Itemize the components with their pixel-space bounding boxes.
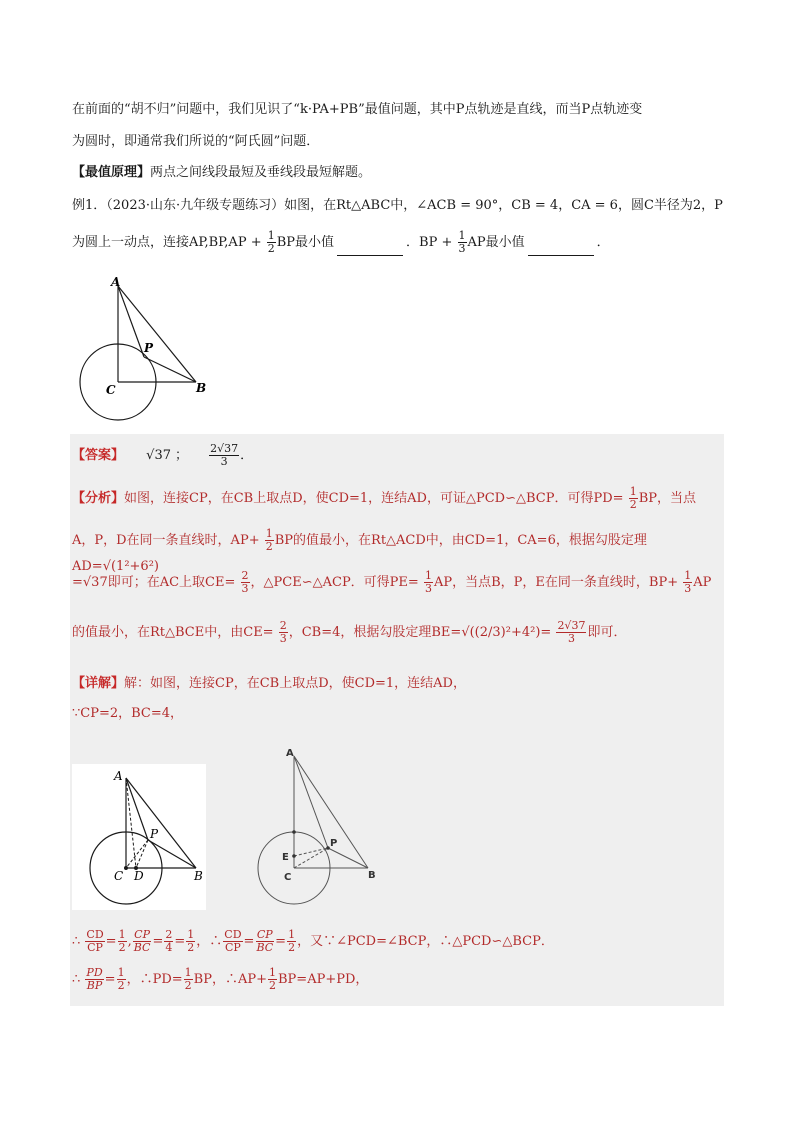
label-a: A <box>111 275 121 289</box>
fraction-denominator: 3 <box>424 582 432 595</box>
analysis-text: 即可． <box>587 625 627 640</box>
segment-pc <box>294 848 328 868</box>
label-p: P <box>144 341 154 355</box>
example-line-1 <box>72 196 724 216</box>
fraction-numerator: 2√37 <box>557 619 586 632</box>
fraction-denominator: 3 <box>567 632 575 645</box>
fraction-numerator: CP <box>256 928 273 941</box>
label-b: B <box>194 869 203 883</box>
fraction-numerator: 1 <box>117 966 125 979</box>
fraction-numerator: 1 <box>184 966 192 979</box>
fraction-numerator: 2 <box>279 619 287 632</box>
answer-row <box>72 442 724 470</box>
fraction-denominator: 3 <box>220 455 228 468</box>
therefore-symbol: ∴ <box>209 934 223 949</box>
therefore-symbol: ∴ <box>72 972 81 987</box>
answer-value-2 <box>209 443 239 468</box>
analysis-label: 【分析】 <box>72 491 125 506</box>
label-p: P <box>150 827 159 841</box>
fraction-numerator: 1 <box>629 485 637 498</box>
formula-text: ∴PD= <box>139 972 183 987</box>
fraction-denominator: 2 <box>117 979 125 992</box>
fraction-two-four <box>164 929 173 954</box>
formula-line-1 <box>72 928 554 956</box>
fraction-denominator: BP <box>86 979 103 992</box>
label-c: C <box>106 383 116 397</box>
fraction-denominator: CP <box>87 941 103 954</box>
equals: = <box>105 934 117 949</box>
equals: = <box>275 934 287 949</box>
equals: = <box>152 934 164 949</box>
fraction-numerator: CD <box>224 928 242 941</box>
analysis-line-4 <box>72 618 724 648</box>
point-e <box>292 854 296 858</box>
fraction-half <box>265 528 274 553</box>
segment-ab <box>294 756 368 868</box>
fraction-denominator: CP <box>224 941 241 954</box>
fraction-denominator: 2 <box>267 242 275 255</box>
formula-text: BP=AP+PD， <box>278 972 369 987</box>
figure-triangle-d <box>72 764 206 910</box>
fraction-denominator: 2 <box>265 540 273 553</box>
fraction-half <box>184 967 193 992</box>
principle-text: 两点之间线段最短及垂线段最短解题。 <box>150 165 372 180</box>
segment-bp <box>148 840 196 868</box>
therefore-symbol: ∴ <box>72 934 81 949</box>
segment-pe <box>294 848 328 856</box>
example-text-2e: ． <box>596 235 610 250</box>
fraction-denominator: 2 <box>187 941 195 954</box>
fraction-numerator: 1 <box>118 928 126 941</box>
comma: , <box>127 934 132 949</box>
fraction-denominator: 2 <box>629 498 637 511</box>
segment-pc <box>126 840 148 868</box>
fraction-numerator: PD <box>86 966 103 979</box>
example-prefix: 例1． <box>72 198 107 213</box>
fraction-half <box>186 929 195 954</box>
fraction-third <box>424 570 433 595</box>
example-text-2b: BP最小值 <box>276 235 335 250</box>
fraction-numerator: 1 <box>684 569 692 582</box>
analysis-text: AP <box>693 575 712 590</box>
fraction-denominator: 2 <box>184 979 192 992</box>
fraction-numerator: 1 <box>269 966 276 979</box>
fraction-cd-cp <box>85 929 104 954</box>
principle-row <box>72 163 724 183</box>
analysis-text: ，CB=4，根据勾股定理BE=√((2/3)²+4²)= <box>288 625 552 640</box>
fraction-two-thirds <box>279 620 288 645</box>
detail-line-1 <box>72 674 724 694</box>
fraction-numerator: 1 <box>187 928 195 941</box>
analysis-line-1 <box>72 486 724 512</box>
analysis-text: 的值最小，在Rt△BCE中，由CE= <box>72 625 274 640</box>
example-line-2 <box>72 230 724 256</box>
fraction-third <box>458 230 467 255</box>
segment-ap <box>294 756 328 848</box>
intro-line-2: 为圆时，即通常我们所说的“阿氏圆”问题． <box>72 134 320 149</box>
fraction-half <box>118 929 127 954</box>
fraction-numerator: 2 <box>165 928 173 941</box>
principle-label: 【最值原理】 <box>72 165 151 180</box>
fraction-result <box>556 620 586 645</box>
fraction-denominator: BC <box>133 941 151 954</box>
fraction-denominator: 3 <box>279 632 287 645</box>
answer-blank-1[interactable] <box>337 241 403 256</box>
analysis-line-3 <box>72 570 724 596</box>
equals: = <box>104 972 116 987</box>
detail-line-2: ∵CP=2，BC=4， <box>72 706 184 721</box>
fraction-half <box>287 929 296 954</box>
fraction-half <box>268 967 277 992</box>
intro-line-1: 在前面的“胡不归”问题中，我们见识了“k·PA+PB”最值问题，其中P点轨迹是直线，而当P点轨迹变 <box>72 102 643 117</box>
figure-triangle-e <box>252 742 392 922</box>
label-c: C <box>284 872 292 883</box>
answer-sep: ； <box>174 448 188 463</box>
fraction-denominator: 3 <box>241 582 249 595</box>
point-top-circle <box>292 830 296 834</box>
fraction-denominator: BC <box>256 941 274 954</box>
fraction-cd-cp <box>223 929 242 954</box>
fraction-numerator: 2 <box>241 569 249 582</box>
fraction-numerator: 1 <box>288 928 296 941</box>
fraction-numerator: 1 <box>424 569 432 582</box>
answer-value-1: √37 <box>146 448 171 463</box>
fraction-numerator: CD <box>86 928 104 941</box>
answer-label: 【答案】 <box>72 448 125 463</box>
answer-blank-2[interactable] <box>528 241 594 256</box>
fraction-cp-bc <box>133 929 152 954</box>
fraction-numerator: CP <box>134 928 150 941</box>
equals: = <box>243 934 255 949</box>
label-b: B <box>368 870 376 881</box>
segment-ab <box>118 286 196 382</box>
segment-bp <box>144 357 196 382</box>
example-source: （2023·山东·九年级专题练习） <box>106 198 285 213</box>
fraction-two-thirds <box>241 570 250 595</box>
fraction-half <box>629 486 638 511</box>
segment-bp <box>328 848 368 868</box>
fraction-denominator: 2 <box>269 979 276 992</box>
analysis-text: ，△PCE∽△ACP．可得PE= <box>250 575 419 590</box>
example-text-2d: AP最小值 <box>467 235 525 250</box>
fraction-denominator: 3 <box>684 582 692 595</box>
label-b: B <box>196 381 207 395</box>
fraction-third <box>683 570 692 595</box>
label-d: D <box>134 869 144 883</box>
label-a: A <box>286 748 294 759</box>
label-p: P <box>330 838 338 849</box>
example-text-2c: ．BP + <box>406 235 453 250</box>
fraction-numerator: 2√37 <box>210 442 239 455</box>
formula-text: ，又∵∠PCD=∠BCP，∴△PCD∽△BCP． <box>297 934 554 949</box>
fraction-denominator: 2 <box>288 941 296 954</box>
fraction-denominator: 4 <box>165 941 173 954</box>
comma: ， <box>196 934 210 949</box>
fraction-half <box>267 230 276 255</box>
fraction-denominator: 2 <box>118 941 126 954</box>
fraction-pd-bp <box>85 967 103 992</box>
formula-text: BP，∴AP+ <box>193 972 267 987</box>
equals: = <box>174 934 186 949</box>
comma: ， <box>126 972 140 987</box>
formula-line-2 <box>72 966 368 994</box>
example-text-1: 如图，在Rt△ABC中，∠ACB = 90°，CB = 4，CA = 6，圆C半径为2，P <box>284 198 723 213</box>
analysis-text: BP的值最小，在Rt△ACD中，由CD=1，CA=6，根据勾股定理AD=√(1²+6²) <box>72 533 647 574</box>
fraction-numerator: 1 <box>265 527 273 540</box>
analysis-text: A，P，D在同一条直线时，AP+ <box>72 533 260 548</box>
analysis-text: =√37即可；在AC上取CE= <box>72 575 236 590</box>
label-a: A <box>114 769 123 783</box>
segment-pd <box>136 840 148 868</box>
fraction-denominator: 3 <box>458 242 466 255</box>
fraction-numerator: 1 <box>267 229 275 242</box>
analysis-text: AP，当点B，P，E在同一条直线时，BP+ <box>433 575 679 590</box>
analysis-text: 如图，连接CP，在CB上取点D，使CD=1，连结AD，可证△PCD∽△BCP．可得PD= <box>124 491 624 506</box>
fraction-cp-bc <box>255 929 274 954</box>
detail-label: 【详解】 <box>72 676 125 691</box>
fraction-numerator: 1 <box>458 229 466 242</box>
detail-text: 解：如图，连接CP，在CB上取点D，使CD=1，连结AD， <box>124 676 466 691</box>
analysis-text: BP，当点 <box>638 491 696 506</box>
label-c: C <box>114 869 124 883</box>
figure-triangle-circle <box>72 272 222 432</box>
answer-end: ． <box>240 448 254 463</box>
point-c <box>124 866 128 870</box>
segment-ab <box>126 778 196 868</box>
label-e: E <box>282 852 289 863</box>
example-text-2a: 为圆上一动点，连接AP,BP,AP + <box>72 235 262 250</box>
fraction-half <box>117 967 126 992</box>
